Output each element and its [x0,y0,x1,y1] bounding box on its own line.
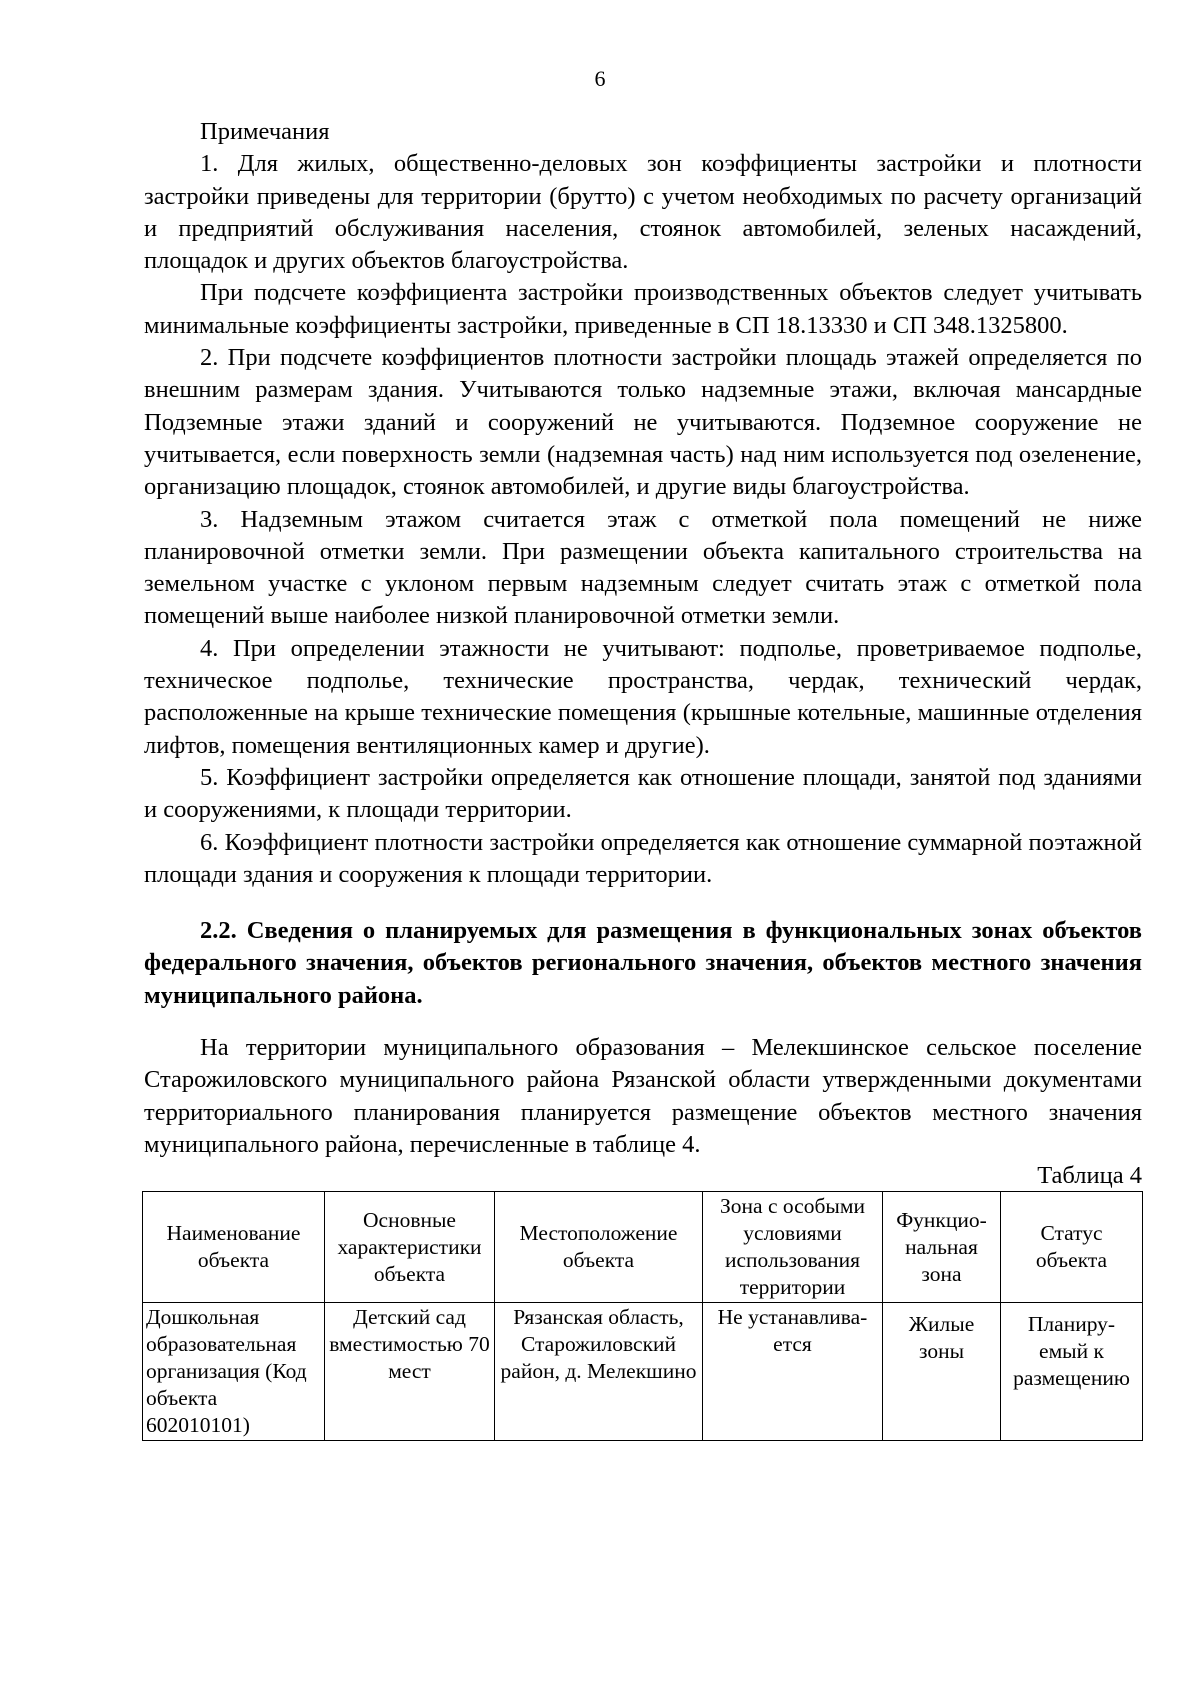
note-paragraph: 5. Коэффициент застройки определяется как отношение площади, занятой под зданиями и сооружениями, к площади территории. [144,763,1142,824]
cell-name: Дошкольная образовательная организация (Код объекта 602010101) [143,1303,325,1441]
table-header-row [143,1192,1143,1303]
table-row [143,1303,1143,1441]
notes-title: Примечания [200,118,330,145]
objects-table [142,1191,1143,1441]
note-paragraph: 2. При подсчете коэффициентов плотности застройки площадь этажей определяется по внешним размерам здания. Учитываются только надземные этажи, включая мансардные Подземные этажи зданий и сооружений не учитываются. Подземное сооружение не учитывается, если поверхность земли (надземная часть) над ним используется под озеленение, организацию площадок, стоянок автомобилей, и другие виды благоустройства. [144,344,1142,501]
note-paragraph: При подсчете коэффициента застройки производственных объектов следует учитывать минимальные коэффициенты застройки, приведенные в СП 18.13330 и СП 348.1325800. [144,279,1142,339]
table-caption: Таблица 4 [1037,1162,1142,1190]
note-paragraph: 1. Для жилых, общественно-деловых зон коэффициенты застройки и плотности застройки приведены для территории (брутто) с учетом необходимых по расчету организаций и предприятий обслуживания населения, стоянок автомобилей, зеленых насаждений, площадок и других объектов благоустройства. [144,150,1142,275]
page-number: 6 [594,66,606,91]
note-paragraph: 3. Надземным этажом считается этаж с отметкой пола помещений не ниже планировочной отметки земли. При размещении объекта капитального строительства на земельном участке с уклоном первым надземным следует считать этаж с отметкой пола помещений выше наиболее низкой планировочной отметки земли. [144,505,1142,630]
header-characteristics: Основные характеристики объекта [325,1192,495,1303]
header-functional-zone: Функцио-нальная зона [883,1192,1001,1303]
section-heading: 2.2. Сведения о планируемых для размещения в функциональных зонах объектов федерального значения, объектов регионального значения, объектов местного значения муниципального района. [144,917,1142,1009]
note-paragraph: 4. При определении этажности не учитывают: подполье, проветриваемое подполье, техническое подполье, технические пространства, чердак, технический чердак, расположенные на крыше технические помещения (крышные котельные, машинные отделения лифтов, помещения вентиляционных камер и другие). [144,634,1142,759]
cell-status: Планиру-емый к размещению [1001,1303,1143,1441]
header-special-zone: Зона с особыми условиями использования территории [703,1192,883,1303]
header-name: Наименование объекта [143,1192,325,1303]
header-location: Местоположение объекта [495,1192,703,1303]
cell-functional-zone: Жилые зоны [883,1303,1001,1441]
section-intro: На территории муниципального образования – Мелекшинское сельское поселение Старожиловского муниципального района Рязанской области утвержденными документами территориального планирования планируется размещение объектов местного значения муниципального района, перечисленные в таблице 4. [144,1034,1142,1158]
note-paragraph: 6. Коэффициент плотности застройки определяется как отношение суммарной поэтажной площади здания и сооружения к площади территории. [144,828,1142,888]
cell-location: Рязанская область, Старожиловский район, д. Мелекшино [495,1303,703,1441]
cell-characteristics: Детский сад вместимостью 70 мест [325,1303,495,1441]
header-status: Статус объекта [1001,1192,1143,1303]
document-body [144,116,1142,1441]
cell-special-zone: Не устанавлива-ется [703,1303,883,1441]
